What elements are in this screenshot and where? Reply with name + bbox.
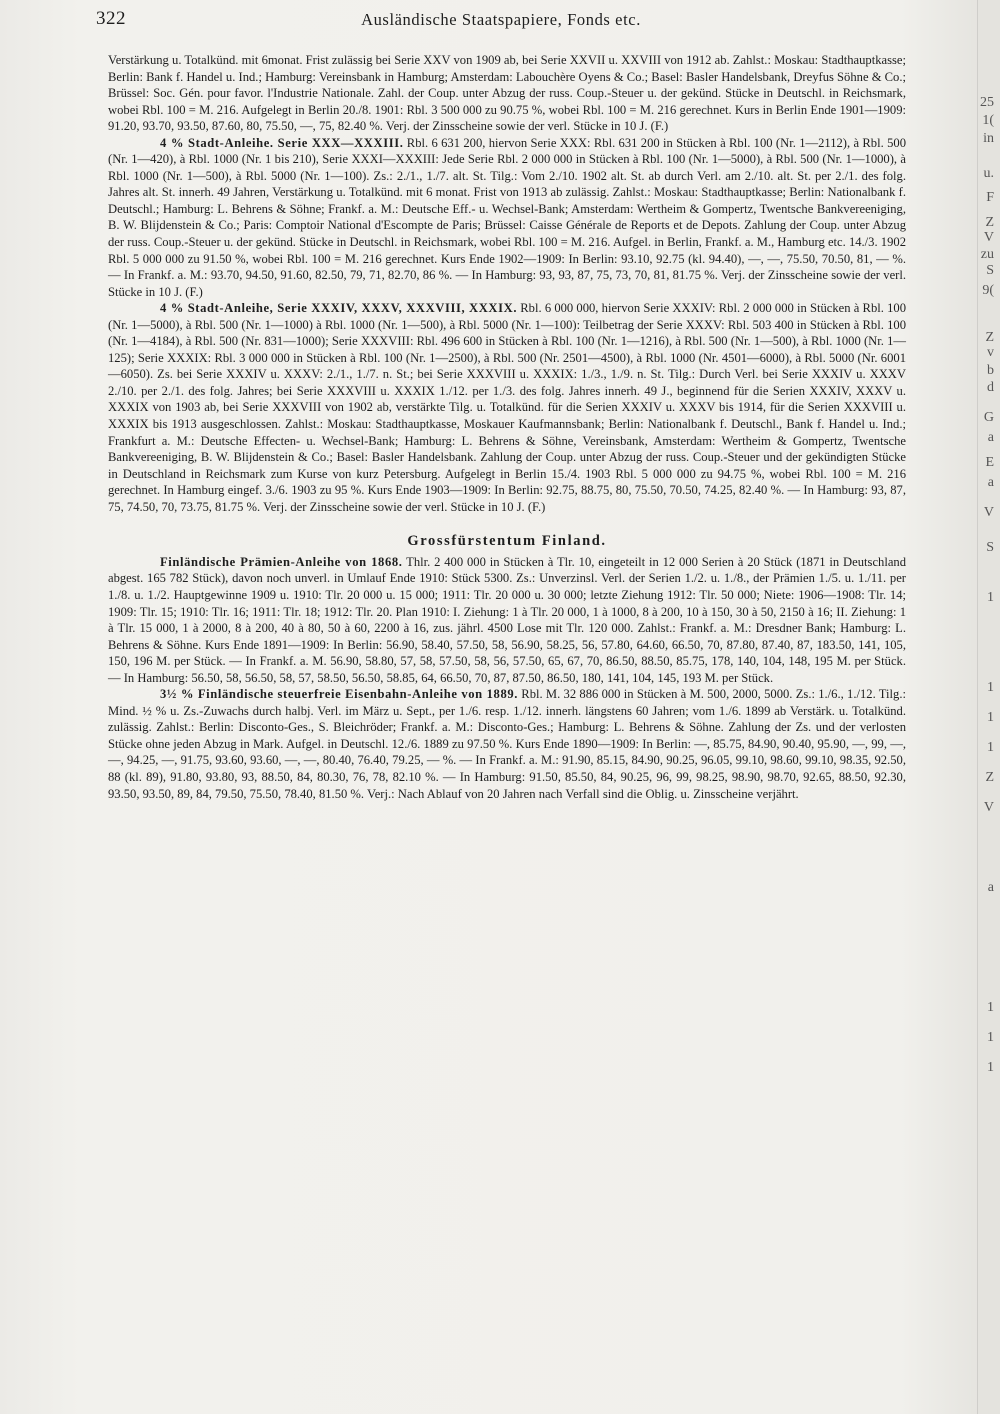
margin-fragment: Z — [985, 770, 994, 785]
margin-fragment: 9( — [982, 283, 994, 298]
entry-paragraph — [108, 300, 906, 515]
margin-fragment: 1 — [987, 1000, 994, 1015]
entry-paragraph — [108, 135, 906, 300]
entry-paragraph — [108, 554, 906, 686]
margin-fragment: v — [987, 345, 994, 360]
running-title: Ausländische Staatspapiere, Fonds etc. — [361, 10, 641, 29]
page-body — [108, 52, 906, 802]
margin-fragment: V — [983, 800, 994, 815]
margin-fragment: u. — [983, 166, 994, 181]
margin-fragment: 1 — [987, 590, 994, 605]
margin-fragment: 1 — [987, 680, 994, 695]
entry-title: 4 % Stadt-Anleihe, Serie XXXIV, XXXV, XXXVIII, XXXIX. — [160, 301, 518, 316]
margin-fragment: S — [986, 263, 994, 278]
entry-text: Rbl. 6 631 200, hiervon Serie XXX: Rbl. 631 200 in Stücken à Rbl. 100 (Nr. 1—2112), à Rbl. 500 (Nr. 1—420), à Rbl. 1000 (Nr. 1 bis 210), Serie XXXI—XXXIII: Jede Serie Rbl. 2 000 000 in Stücken à Rbl. 100 (Nr. 1—5000), à Rbl. 500 (Nr. 1—1000), à Rbl. 1000 (Nr. 1—500), à Rbl. 5000 (Nr. 1—100). Zs.: 2./1., 1./7. alt. St. Tilg.: Vom 2./10. 1902 alt. St. ab durch Verl. am 2./10. alt. St. per 2./1. des folg. Jahres alt. St. innerh. 49 Jahren, Verstärkung u. Totalkünd. mit 6 monat. Frist von 1913 ab zulässig. Zahlst.: Moskau: Stadthauptkasse; Berlin: Nationalbank f. Deutschl.; Hamburg: L. Behrens & Söhne; Frankf. a. M.: Deutsche Eff.- u. Wechsel-Bank; Amsterdam: Wertheim & Gompertz, Twentsche Bankvereeniging, B. W. Blijdenstein & Co.; Paris: Comptoir National d'Escompte de Paris; Brüssel: Caisse Générale de Reports et de Depots. Zahlung der Coup. unter Abzug der russ. Coup.-Steuer u. der gekünd. Stücke in Deutschl. in Reichsmark, wobei Rbl. 100 = M. 216. Aufgel. in Berlin, Frankf. a. M., Hamburg etc. 14./3. 1902 Rbl. 5 000 000 zu 91.50 %, wobei Rbl. 100 = M. 216 gerechnet. Kurs Ende 1902—1909: In Berlin: 93.10, 92.75 (kl. 94.40), —, —, 75.50, 70.50, 81, — %. — In Frankf. a. M.: 93.70, 94.50, 91.60, 82.50, 79, 71, 82.70, 86 %. — In Hamburg: 93, 93, 87, 75, 73, 70, 81, 81.75 %. Verj. der Zinsscheine sowie der verl. Stücke in 10 J. (F.) — [108, 135, 906, 299]
entry-text: Rbl. M. 32 886 000 in Stücken à M. 500, 2000, 5000. Zs.: 1./6., 1./12. Tilg.: Mind. ½ % u. Zs.-Zuwachs durch halbj. Verl. im März u. Sept., per 1./6. resp. 1./12. innerh. längstens 60 Jahren; vom 1./6. 1899 ab Verstärk. u. Totalkünd. zulässig. Zahlst.: Berlin: Disconto-Ges., S. Bleichröder; Frankf. a. M.: Disconto-Ges.; Hamburg: L. Behrens & Söhne. Zahlung der Zs. und der verlosten Stücke ohne jeden Abzug in Mark. Aufgel. in Deutschl. 12./6. 1889 zu 97.50 %. Kurs Ende 1890—1909: In Berlin: —, 85.75, 84.90, 90.40, 95.90, —, 99, —, —, 94.25, —, 91.75, 93.60, 93.60, —, —, 80.40, 76.40, 79.25, — %. — In Frankf. a. M.: 91.90, 85.15, 84.90, 90.25, 96.05, 99.10, 98.60, 99.10, 98.35, 92.50, 88 (kl. 89), 91.80, 93.80, 93, 88.50, 84, 80.30, 76, 78, 82.10 %. — In Hamburg: 91.50, 85.50, 84, 90.25, 96, 99, 98.25, 98.90, 98.70, 92.65, 88.50, 92.30, 93.50, 93.50, 89, 84, 79.50, 75.50, 78.40, 81.50 %. Verj.: Nach Ablauf von 20 Jahren nach Verfall sind die Oblig. u. Zinsscheine verjährt. — [108, 687, 906, 801]
margin-fragment: a — [987, 475, 994, 490]
margin-fragment: G — [983, 410, 994, 425]
page-header — [96, 8, 906, 34]
margin-fragment: d — [987, 380, 994, 395]
entry-text: Rbl. 6 000 000, hiervon Serie XXXIV: Rbl. 2 000 000 in Stücken à Rbl. 100 (Nr. 1—5000), à Rbl. 500 (Nr. 1—1000) à Rbl. 1000 (Nr. 1—500), à Rbl. 5000 (Nr. 1—100): Teilbetrag der Serie XXXV: Rbl. 503 400 in Stücken à Rbl. 100 (Nr. 1—4184), à Rbl. 500 (Nr. 831—1000); Serie XXXVIII: Rbl. 496 600 in Stücken à Rbl. 100 (Nr. 1—1216), à Rbl. 500 (Nr. 1—500), à Rbl. 1000 (Nr. 1—125); Serie XXXIX: Rbl. 3 000 000 in Stücken à Rbl. 100 (Nr. 1—2500), à Rbl. 500 (Nr. 2501—4500), à Rbl. 1000 (Nr. 4501—6000), à Rbl. 5000 (Nr. 6001—6050). Zs. bei Serie XXXIV u. XXXV: 2./1., 1./7. n. St.; bei Serie XXXVIII u. XXXIX: 1./3., 1./9. n. St. Tilg.: Durch Verl. bei Serie XXXIV u. XXXV 2./10. per 2./1. des folg. Jahres; bei Serie XXXVIII u. XXXIX 1./12. per 1./3. des folg. Jahres innerh. 49 J., beginnend für die Serien XXXIV, XXXV u. XXXIX von 1903 ab, bei Serie XXXVIII von 1902 ab, verstärkte Tilg. u. Totalkünd. für die Serien XXXIV u. XXXV bis 1914, für die Serien XXXVIII u. XXXIX bis 1913 ausgeschlossen. Zahlst.: Moskau: Stadthauptkasse, Moskauer Kaufmannsbank; Berlin: Nationalbank f. Deutschl., Bank f. Handel u. Ind.; Frankfurt a. M.: Deutsche Effecten- u. Wechsel-Bank; Hamburg: L. Behrens & Söhne, Vereinsbank, Amsterdam: Wertheim & Gompertz, Twentsche Bankvereeniging, B. W. Blijdenstein & Co.; Basel: Basler Handelsbank. Zahlung der Coup. unter Abzug der russ. Coup.-Steuer und der gekündigten Stücke in Deutschland in Reichsmark zum Kurse von kurz Petersburg. Aufgelegt in Berlin 15./4. 1903 Rbl. 5 000 000 zu 94.75 %, wobei Rbl. 100 = M. 216 gerechnet. In Hamburg eingef. 3./6. 1903 zu 95 %. Kurs Ende 1903—1909: In Berlin: 92.75, 88.75, 80, 75.50, 70.50, 74.25, 82.40 %. — In Hamburg: 93, 87, 75, 74.50, 70, 73.75, 81.75 %. Verj. der Zinsscheine sowie der verl. Stücke in 10 J. (F.) — [108, 301, 906, 514]
margin-fragment: 1 — [987, 710, 994, 725]
entry-title: 3½ % Finländische steuerfreie Eisenbahn-Anleihe von 1889. — [160, 687, 519, 702]
entry-title: 4 % Stadt-Anleihe. Serie XXX—XXXIII. — [160, 135, 404, 150]
adjacent-page-margin — [977, 0, 1000, 1414]
margin-fragment: zu — [980, 247, 994, 262]
entry-text: Verstärkung u. Totalkünd. mit 6monat. Frist zulässig bei Serie XXV von 1909 ab, bei Serie XXVII u. XXVIII von 1912 ab. Zahlst.: Moskau: Stadthauptkasse; Berlin: Bank f. Handel u. Ind.; Hamburg: Vereinsbank in Hamburg; Amsterdam: Labouchère Oyens & Co.; Basel: Basler Handelsbank, Dreyfus Söhne & Co.; Brüssel: Soc. Gén. pour favor. l'Industrie Nationale. Zahl. der Coup. unter Abzug der russ. Coup.-Steuer u. der gekünd. Stücke in Deutschl. in Reichsmark, wobei Rbl. 100 = M. 216. Aufgelegt in Berlin 20./8. 1901: Rbl. 3 500 000 zu 90.75 %, wobei Rbl. 100 = M. 216 gerechnet. Kurs in Berlin Ende 1901—1909: 91.20, 93.70, 93.50, 87.60, 80, 75.50, —, 75, 82.40 %. Verj. der Zinsscheine sowie der verl. Stücke in 10 J. (F.) — [108, 53, 906, 134]
entry-paragraph — [108, 686, 906, 802]
entry-title: Finländische Prämien-Anleihe von 1868. — [160, 554, 403, 569]
margin-fragment: F — [986, 190, 994, 205]
margin-fragment: in — [983, 131, 994, 146]
margin-fragment: E — [985, 455, 994, 470]
entry-text: Thlr. 2 400 000 in Stücken à Tlr. 10, eingeteilt in 12 000 Serien à 20 Stück (1871 in Deutschland abgest. 165 782 Stück), davon noch unverl. in Umlauf Ende 1910: Stück 5300. Zs.: Unverzinsl. Verl. der Serien 1./2. u. 1./8., der Prämien 1./5. u. 1./11. per 1./8. u. 1./2. Hauptgewinne 1909 u. 1910: Tlr. 20 000 u. 15 000; 1911: Tlr. 20 000 u. 30 000; letzte Ziehung 1912: Tlr. 50 000; Niete: 1906—1908: Tlr. 14; 1909: Tlr. 15; 1910: Tlr. 16; 1911: Tlr. 18; 1912: Tlr. 20. Plan 1910: I. Ziehung: 1 à Tlr. 20 000, 1 à 1000, 8 à 200, 10 à 150, 30 à 50, 2150 à 16; II. Ziehung: 1 à Tlr. 15 000, 1 à 2000, 8 à 200, 40 à 80, 50 à 60, 2200 à 16, zus. jährl. 4500 Lose mit Tlr. 120 000. Zahlst.: Frankf. a. M.: Dresdner Bank; Hamburg: L. Behrens & Söhne. Kurs Ende 1891—1909: In Berlin: 56.90, 58.40, 57.50, 58, 56.90, 58.25, 56, 57.80, 64.60, 66.50, 70, 87.80, 87.40, 87, 183.50, 141, 105, 150, 196 M. per Stück. — In Frankf. a. M. 56.90, 58.80, 57, 58, 57.50, 58, 56, 57.50, 65, 67, 70, 86.50, 88.50, 85.75, 178, 140, 104, 148, 195 M. per Stück. — In Hamburg: 56.50, 58, 56.50, 58, 57, 58.50, 56.50, 58.85, 64, 66.50, 70, 87, 87.50, 86.50, 180, 141, 104, 145, 193 M. per Stück. — [108, 554, 907, 685]
margin-fragment: 25 — [980, 95, 994, 110]
margin-fragment: V — [983, 505, 994, 520]
section-heading: Grossfürstentum Finland. — [407, 533, 607, 550]
page-number: 322 — [96, 8, 126, 29]
margin-fragment: 1 — [987, 1030, 994, 1045]
margin-fragment: Z — [985, 215, 994, 230]
margin-fragment: a — [987, 880, 994, 895]
margin-fragment: 1( — [982, 113, 994, 128]
margin-fragment: b — [987, 363, 994, 378]
margin-fragment: a — [987, 430, 994, 445]
margin-fragment: S — [986, 540, 994, 555]
margin-fragment: 1 — [987, 740, 994, 755]
margin-fragment: V — [983, 230, 994, 245]
entry-paragraph — [108, 52, 906, 135]
margin-fragment: 1 — [987, 1060, 994, 1075]
margin-fragment: Z — [985, 330, 994, 345]
